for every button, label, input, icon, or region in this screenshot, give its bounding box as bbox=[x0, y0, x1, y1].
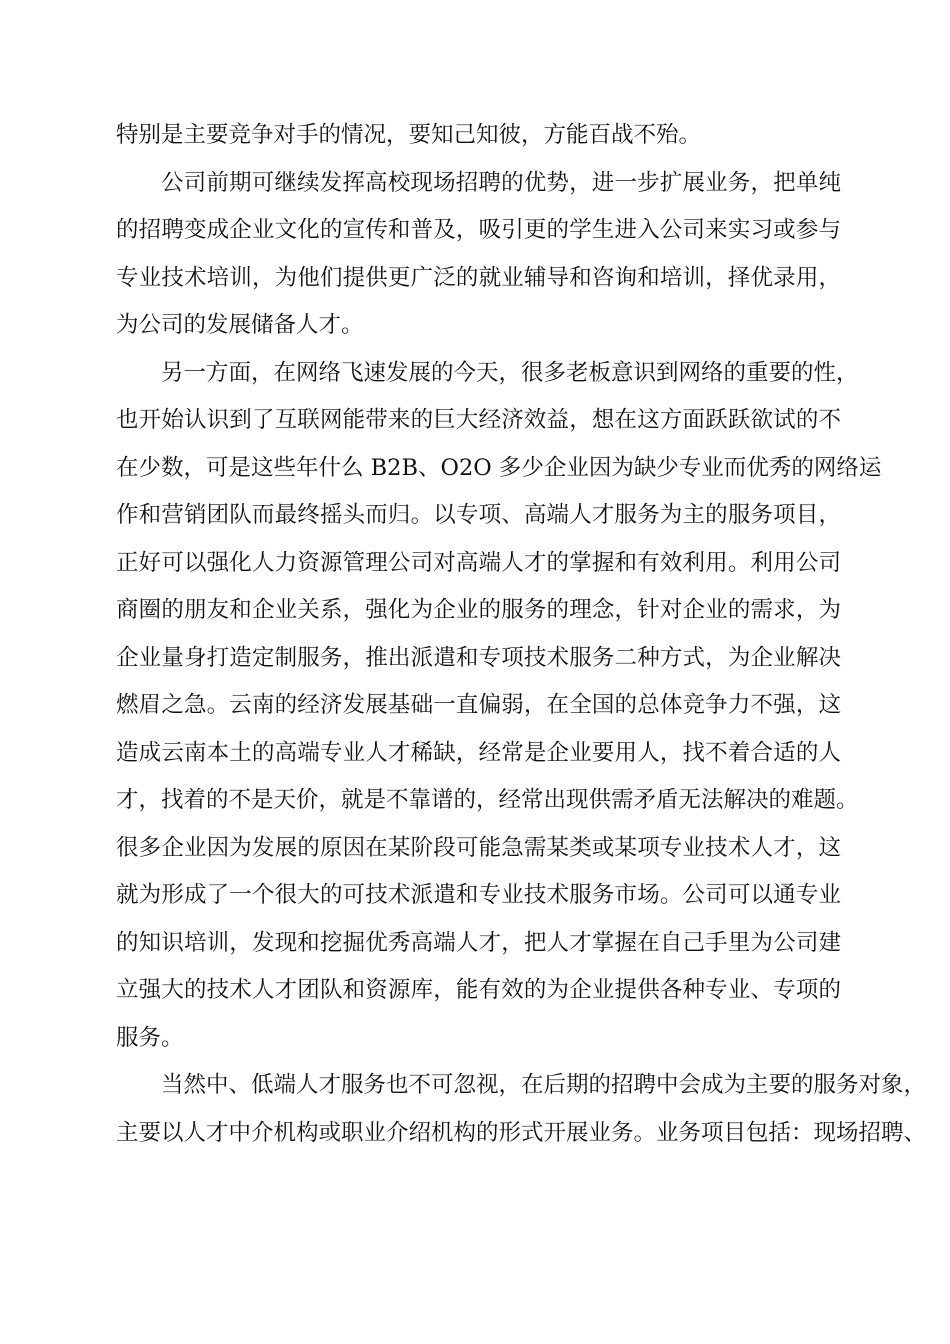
text-line: 公司前期可继续发挥高校现场招聘的优势，进一步扩展业务，把单纯 bbox=[161, 169, 841, 196]
text-line: 企业量身打造定制服务，推出派遣和专项技术服务二种方式，为企业解决 bbox=[116, 644, 841, 671]
text-line: 为公司的发展储备人才。 bbox=[116, 312, 364, 338]
text-line: 商圈的朋友和企业关系，强化为企业的服务的理念，针对企业的需求，为 bbox=[116, 597, 841, 623]
text-line: 主要以人才中介机构或职业介绍机构的形式开展业务。业务项目包括：现场招聘、 bbox=[116, 1119, 927, 1146]
text-line: 很多企业因为发展的原因在某阶段可能急需某类或某项专业技术人才，这 bbox=[116, 834, 841, 861]
text-line: 另一方面，在网络飞速发展的今天，很多老板意识到网络的重要的性， bbox=[161, 359, 859, 386]
text-line: 当然中、低端人才服务也不可忽视，在后期的招聘中会成为主要的服务对象， bbox=[161, 1072, 927, 1098]
text-line: 作和营销团队而最终摇头而归。以专项、高端人才服务为主的服务项目， bbox=[116, 502, 841, 528]
text-line: 特别是主要竞争对手的情况，要知己知彼，方能百战不殆。 bbox=[116, 122, 702, 148]
text-line: 就为形成了一个很大的可技术派遣和专业技术服务市场。公司可以通专业 bbox=[116, 882, 841, 908]
text-line: 燃眉之急。云南的经济发展基础一直偏弱，在全国的总体竞争力不强，这 bbox=[116, 692, 841, 718]
text-line: 造成云南本土的高端专业人才稀缺，经常是企业要用人，找不着合适的人 bbox=[116, 739, 841, 766]
text-line: 正好可以强化人力资源管理公司对高端人才的掌握和有效利用。利用公司 bbox=[116, 549, 841, 576]
document-body bbox=[116, 112, 927, 1157]
text-line: 服务。 bbox=[116, 1024, 184, 1051]
text-line: 在少数，可是这些年什么 B2B、O2O 多少企业因为缺少专业而优秀的网络运 bbox=[116, 454, 882, 481]
text-line: 也开始认识到了互联网能带来的巨大经济效益，想在这方面跃跃欲试的不 bbox=[116, 407, 841, 433]
text-line: 专业技术培训，为他们提供更广泛的就业辅导和咨询和培训，择优录用， bbox=[116, 264, 841, 291]
text-line: 立强大的技术人才团队和资源库，能有效的为企业提供各种专业、专项的 bbox=[116, 977, 841, 1003]
text-line: 的招聘变成企业文化的宣传和普及，吸引更的学生进入公司来实习或参与 bbox=[116, 217, 841, 243]
text-line: 才，找着的不是天价，就是不靠谱的，经常出现供需矛盾无法解决的难题。 bbox=[116, 787, 859, 813]
text-line: 的知识培训，发现和挖掘优秀高端人才，把人才掌握在自己手里为公司建 bbox=[116, 929, 841, 956]
